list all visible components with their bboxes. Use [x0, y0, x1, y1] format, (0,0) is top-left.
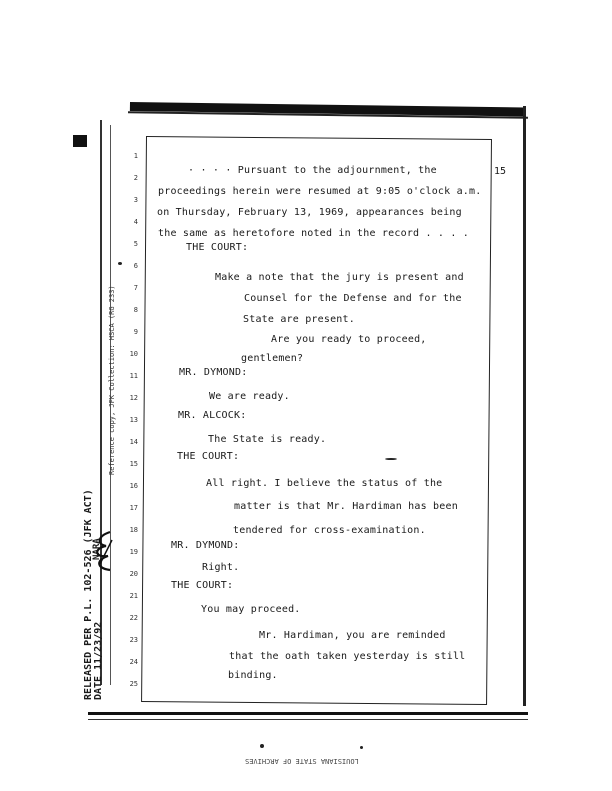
left-border: [100, 120, 102, 685]
page-number: 15: [494, 166, 507, 177]
transcript-line: matter is that Mr. Hardiman has been: [234, 501, 458, 512]
line-number: 2: [133, 174, 138, 182]
transcript-line: The State is ready.: [208, 434, 327, 445]
handwritten-signature: [90, 530, 118, 574]
line-number: 7: [133, 284, 138, 292]
mirrored-archive-text: LOUISIANA STATE OF ARCHIVES: [245, 757, 359, 765]
scan-speck: [385, 458, 397, 460]
release-nara: NARA: [92, 538, 102, 560]
transcript-line: binding.: [228, 670, 278, 681]
scan-speck: [260, 744, 264, 748]
release-stamp: RELEASED PER P.L. 102-526 (JFK ACT): [83, 489, 94, 700]
line-number: 23: [129, 636, 138, 644]
speaker-label: MR. ALCOCK:: [178, 410, 247, 421]
transcript-line: that the oath taken yesterday is still: [229, 651, 466, 662]
transcript-line: Right.: [202, 562, 240, 573]
line-number: 1: [133, 152, 138, 160]
line-number: 3: [133, 196, 138, 204]
transcript-line: tendered for cross-examination.: [233, 525, 426, 536]
transcript-line: the same as heretofore noted in the record . . . .: [158, 228, 470, 239]
transcript-line: Counsel for the Defense and for the: [244, 293, 462, 304]
line-number: 14: [129, 438, 138, 446]
line-number: 25: [129, 680, 138, 688]
transcript-line: All right. I believe the status of the: [206, 478, 443, 489]
punch-mark: [73, 135, 87, 147]
line-number: 12: [129, 394, 138, 402]
scan-speck: [360, 746, 363, 749]
transcript-line: gentlemen?: [241, 353, 304, 364]
line-number: 9: [133, 328, 138, 336]
speaker-label: MR. DYMOND:: [171, 540, 240, 551]
line-number: 20: [129, 570, 138, 578]
line-number: 5: [133, 240, 138, 248]
transcript-line: on Thursday, February 13, 1969, appearances being: [157, 207, 462, 218]
line-number: 4: [133, 218, 138, 226]
reference-copy-note: Reference copy, JFK Collection: HSCA (RG 233): [108, 285, 116, 475]
line-number: 13: [129, 416, 138, 424]
line-number: 18: [129, 526, 138, 534]
transcript-line: State are present.: [243, 314, 355, 325]
transcript-line: We are ready.: [209, 391, 290, 402]
transcript-line: Are you ready to proceed,: [271, 334, 427, 345]
bottom-border: [88, 712, 528, 715]
line-number: 24: [129, 658, 138, 666]
transcript-line: Mr. Hardiman, you are reminded: [259, 630, 446, 641]
speaker-label: THE COURT:: [177, 451, 240, 462]
transcript-line: You may proceed.: [201, 604, 301, 615]
line-number: 19: [129, 548, 138, 556]
release-date: DATE 11/23/92: [93, 621, 104, 700]
line-number: 15: [129, 460, 138, 468]
line-number: 10: [129, 350, 138, 358]
right-border: [523, 106, 526, 706]
transcript-line: Make a note that the jury is present and: [215, 272, 464, 283]
speaker-label: THE COURT:: [186, 242, 249, 253]
line-number: 21: [129, 592, 138, 600]
line-number: 16: [129, 482, 138, 490]
bottom-border-thin: [88, 719, 528, 720]
line-number: 6: [133, 262, 138, 270]
line-number: 11: [129, 372, 138, 380]
line-number: 22: [129, 614, 138, 622]
speaker-label: THE COURT:: [171, 580, 234, 591]
transcript-line: · · · · Pursuant to the adjournment, the: [188, 165, 437, 176]
transcript-line: proceedings herein were resumed at 9:05 o'clock a.m.: [158, 186, 482, 197]
line-number: 8: [133, 306, 138, 314]
line-number: 17: [129, 504, 138, 512]
speaker-label: MR. DYMOND:: [179, 367, 248, 378]
scan-speck: [118, 262, 122, 265]
